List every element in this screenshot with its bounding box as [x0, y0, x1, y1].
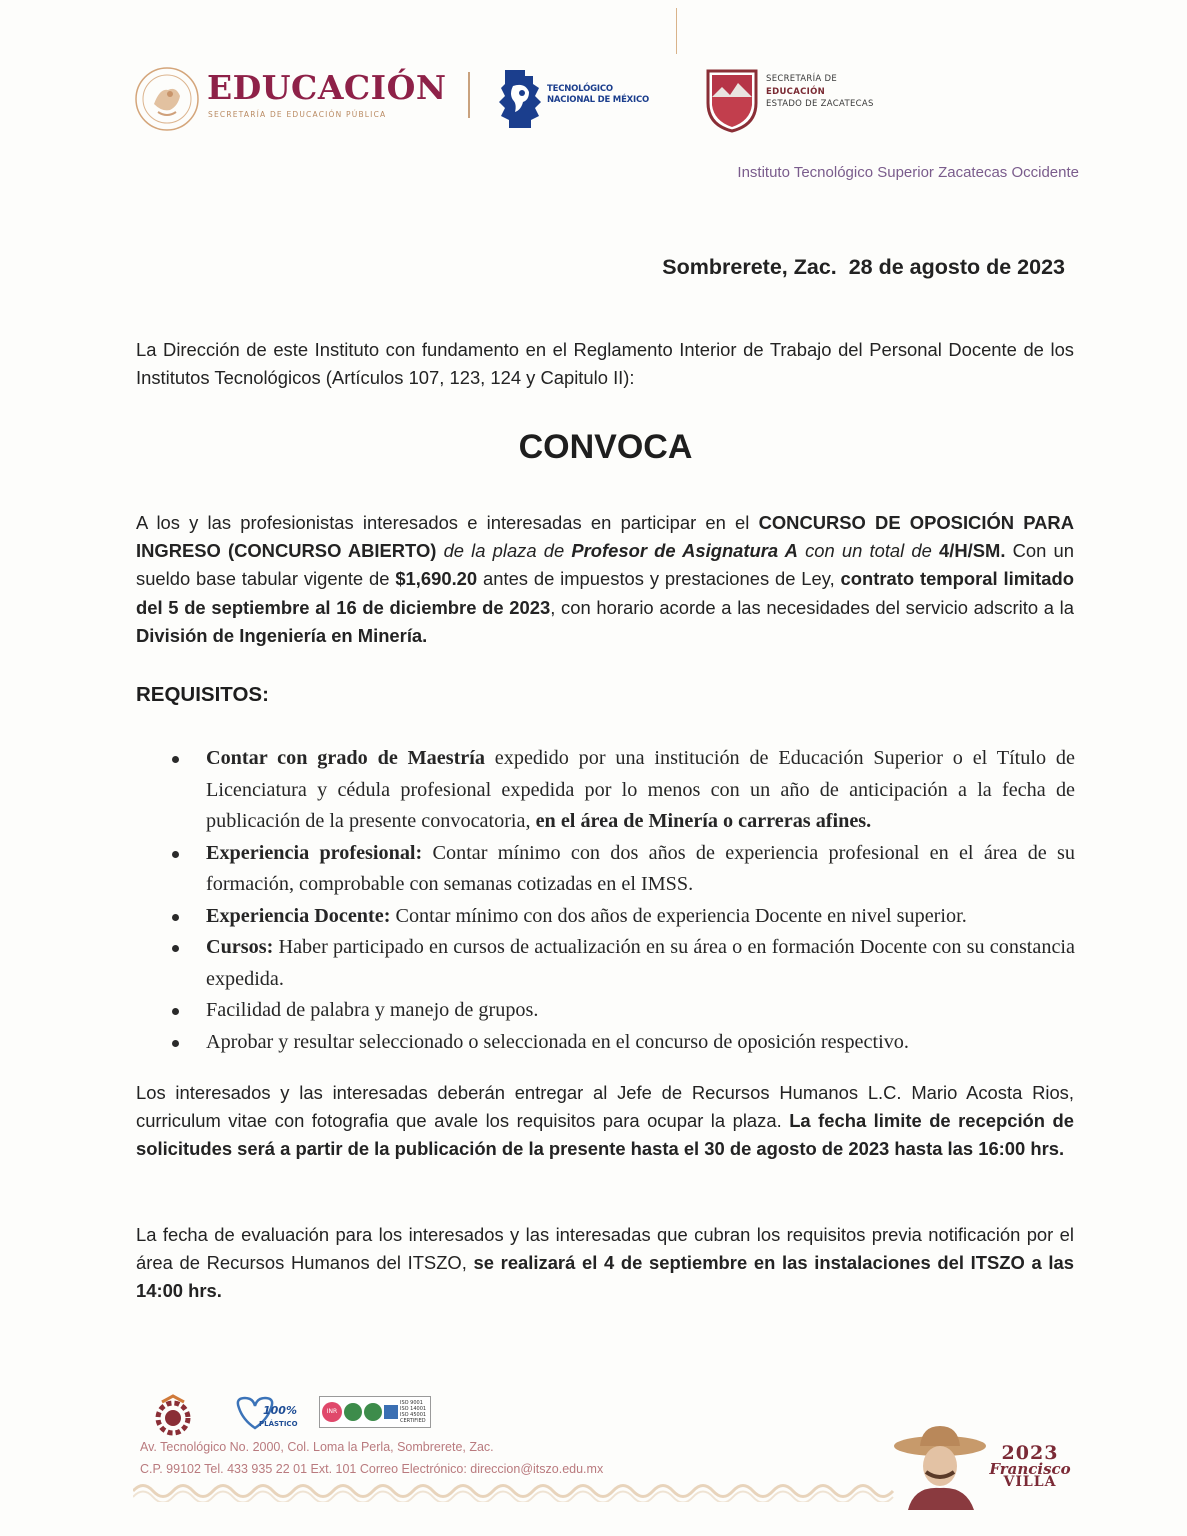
tecnm-wordmark	[547, 84, 649, 106]
sep-subtitle: SECRETARÍA DE EDUCACIÓN PÚBLICA	[208, 110, 387, 119]
decorative-wave-pattern	[133, 1480, 895, 1502]
zac-line-2: EDUCACIÓN	[766, 86, 826, 97]
badge-name-2: VILLA	[1003, 1474, 1057, 1490]
document-title: CONVOCA	[518, 428, 693, 466]
plastic-free-badge-icon	[231, 1394, 299, 1434]
svg-text:PLÁSTICO: PLÁSTICO	[259, 1420, 298, 1428]
certified-mark-icon	[384, 1405, 398, 1419]
itszo-gear-logo-icon	[148, 1394, 198, 1438]
requirements-list	[170, 743, 1075, 1058]
tecnm-line-2: NACIONAL DE MÉXICO	[547, 95, 650, 105]
footer-address: Av. Tecnológico No. 2000, Col. Loma la Perla, Sombrerete, Zac.	[140, 1440, 494, 1454]
inr-cert-icon: INR	[322, 1402, 342, 1422]
list-item: Experiencia profesional: Contar mínimo con dos años de experiencia profesional en el área de su formación, comprobable con semanas cotizadas en el IMSS.	[170, 838, 1075, 901]
list-item: Cursos: Haber participado en cursos de actualización en su área o en formación Docente con su constancia expedida.	[170, 932, 1075, 995]
tecnm-gear-logo-icon	[495, 66, 543, 130]
zac-line-3: ESTADO DE ZACATECAS	[766, 99, 874, 109]
list-item: Facilidad de palabra y manejo de grupos.	[170, 995, 1075, 1027]
tecnm-line-1: TECNOLÓGICO	[547, 84, 613, 94]
zacatecas-education-shield-icon	[704, 67, 760, 133]
list-item: Experiencia Docente: Contar mínimo con dos años de experiencia Docente en nivel superior.	[170, 901, 1075, 933]
badge-name-1: Francisco	[989, 1460, 1071, 1478]
list-item: Contar con grado de Maestría expedido por una institución de Educación Superior o el Título de Licenciatura y cédula profesional expedida por lo menos con un año de anticipación a la fecha de publicación de la presente convocatoria, en el área de Minería o carreras afines.	[170, 743, 1075, 838]
sep-brand-wordmark: EDUCACIÓN	[207, 68, 447, 107]
evaluation-paragraph: La fecha de evaluación para los interesados y las interesadas que cubran los requisitos previa notificación por el área de Recursos Humanos del ITSZO, se realizará el 4 de septiembre en las instalaciones del ITSZO a las 14:00 hrs.	[136, 1224, 1074, 1302]
submission-paragraph: Los interesados y las interesadas deberán entregar al Jefe de Recursos Humanos L.C. Mario Acosta Rios, curriculum vitae con fotografia que avale los requisitos para ocupar la plaza. La fecha limite de recepción de solicitudes será a partir de la publicación de la presente hasta el 30 de agosto de 2023 hasta las 16:00 hrs.	[136, 1082, 1074, 1160]
requirements-heading: REQUISITOS:	[136, 683, 269, 706]
call-paragraph: A los y las profesionistas interesados e interesadas en participar en el CONCURSO DE OPOSICIÓN PARA INGRESO (CONCURSO ABIERTO) de la plaza de Profesor de Asignatura A con un total de 4/H/SM. Con un sueldo base tabular vigente de $1,690.20 antes de impuestos y prestaciones de Ley, contrato temporal limitado del 5 de septiembre al 16 de diciembre de 2023, con horario acorde a las necesidades del servicio adscrito a la División de Ingeniería en Minería.	[136, 512, 1074, 646]
zac-line-1: SECRETARÍA DE	[766, 74, 838, 84]
list-item: Aprobar y resultar seleccionado o seleccionada en el concurso de oposición respectivo.	[170, 1027, 1075, 1059]
svg-text:100%: 100%	[263, 1404, 297, 1417]
francisco-villa-year-badge	[980, 1442, 1080, 1490]
badge-year: 2023	[1001, 1442, 1059, 1464]
iso-standards-icon: ISO 9001 ISO 14001 ISO 45001 CERTIFIED	[400, 1400, 427, 1424]
ignao-cert-icon	[364, 1403, 382, 1421]
iso-certification-strip	[319, 1396, 431, 1428]
top-divider-line	[676, 8, 677, 54]
date-line: Sombrerete, Zac. 28 de agosto de 2023	[662, 255, 1065, 279]
globe-cert-icon	[344, 1403, 362, 1421]
mexico-coat-of-arms-seal-icon	[134, 66, 200, 132]
logo-separator	[468, 72, 470, 118]
institute-name: Instituto Tecnológico Superior Zacatecas Occidente	[737, 164, 1079, 181]
footer-contact: C.P. 99102 Tel. 433 935 22 01 Ext. 101 Correo Electrónico: direccion@itszo.edu.mx	[140, 1462, 604, 1476]
zacatecas-secretariat-label	[766, 73, 874, 111]
intro-paragraph: La Dirección de este Instituto con fundamento en el Reglamento Interior de Trabajo del Personal Docente de los Institutos Tecnológicos (Artículos 107, 123, 124 y Capitulo II):	[136, 339, 1074, 389]
